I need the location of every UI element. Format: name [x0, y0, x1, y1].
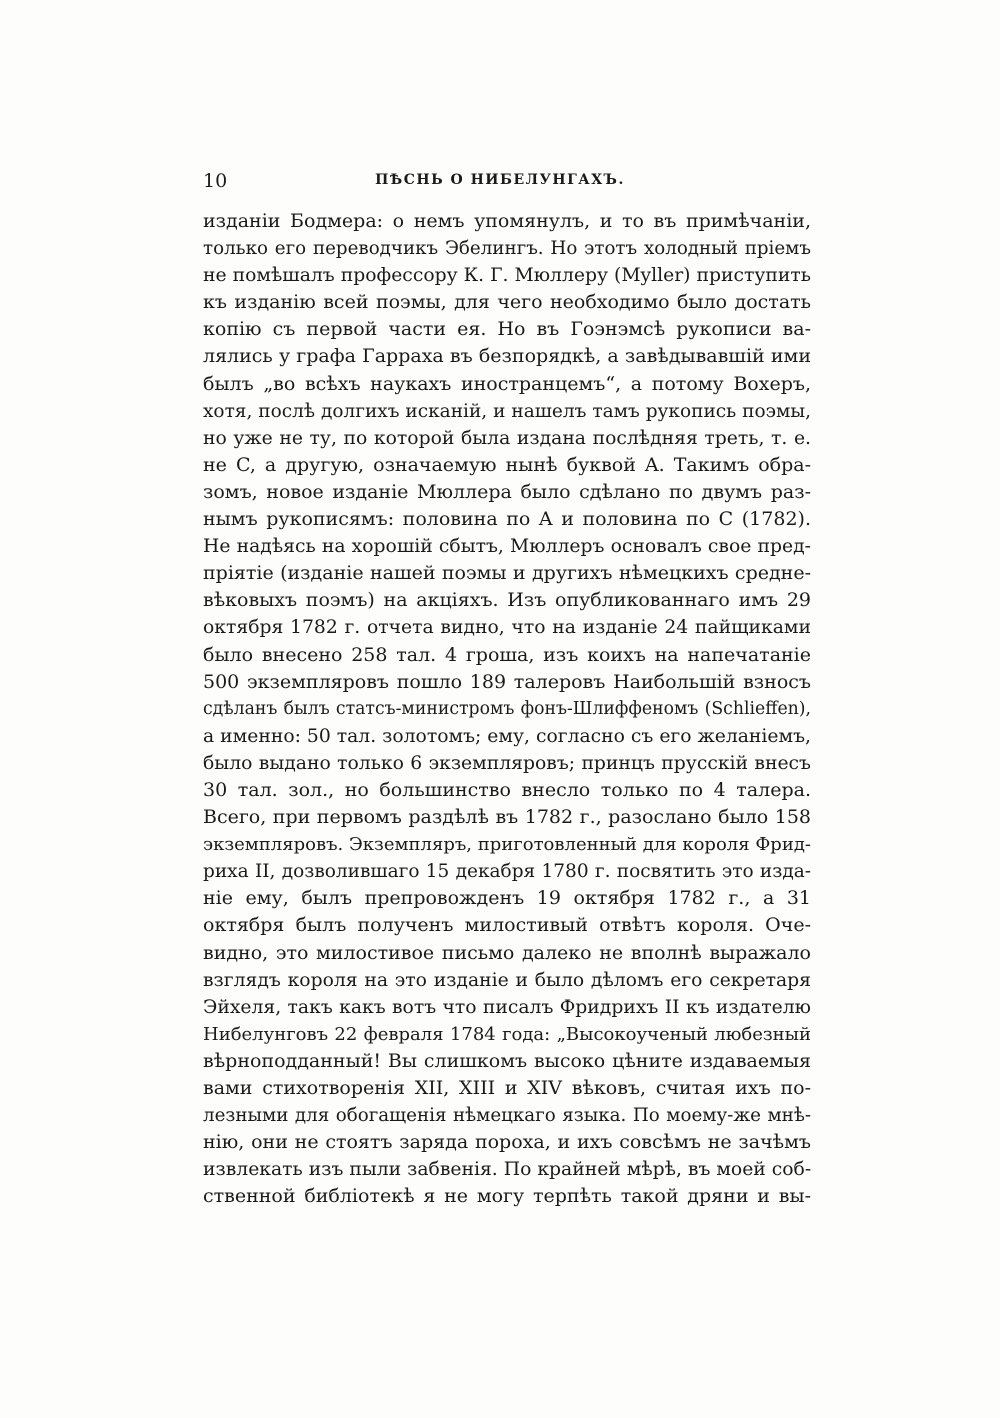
- text-line: лезными для обогащенія нѣмецкаго языка. По моему-же мнѣ-: [203, 1105, 811, 1127]
- text-line: но уже не ту, по которой была издана послѣдняя треть, т. е.: [203, 427, 811, 449]
- text-line: октября былъ полученъ милостивый отвѣтъ короля. Оче-: [203, 914, 811, 937]
- text-line: экземпляровъ. Экземпляръ, приготовленный для короля Фрид-: [203, 834, 811, 856]
- text-line: лялись у графа Гарраха въ безпорядкѣ, а завѣдывавшій ими: [203, 345, 811, 368]
- text-line: вѣковыхъ поэмъ) на акціяхъ. Изъ опубликованнаго имъ 29: [203, 589, 811, 612]
- text-line: вѣрноподданный! Вы слишкомъ высоко цѣните издаваемыя: [203, 1049, 811, 1072]
- text-line: сдѣланъ былъ статсъ-министромъ фонъ-Шлиффеномъ (Schlieffen),: [203, 698, 811, 719]
- body-text: [203, 208, 811, 1210]
- text-line: Эйхеля, такъ какъ вотъ что писалъ Фридрихъ II къ издателю: [203, 996, 811, 1018]
- text-line: риха II, дозволившаго 15 декабря 1780 г. посвятить это изда-: [203, 861, 811, 883]
- text-line: былъ „во всѣхъ наукахъ иностранцемъ“, а потому Вохеръ,: [203, 372, 811, 395]
- text-line: а именно: 50 тал. золотомъ; ему, согласно съ его желаніемъ,: [203, 725, 811, 747]
- running-head: ПѢСНЬ О НИБЕЛУНГАХЪ.: [375, 172, 625, 188]
- text-line: Всего, при первомъ раздѣлѣ въ 1782 г., разослано было 158: [203, 806, 811, 829]
- text-line: не помѣшалъ профессору К. Г. Мюллеру (Myller) приступить: [203, 265, 811, 287]
- text-line: не C, а другую, означаемую нынѣ буквой A. Такимъ обра-: [203, 453, 811, 476]
- text-line: нію, они не стоятъ заряда пороха, и ихъ совсѣмъ не зачѣмъ: [203, 1131, 811, 1154]
- text-line: изданіи Бодмера: о немъ упомянулъ, и то въ примѣчаніи,: [203, 210, 811, 232]
- text-line: 500 экземпляровъ пошло 189 талеровъ Наибольшій взносъ: [203, 670, 811, 693]
- text-line: видно, это милостивое письмо далеко не вполнѣ выражало: [203, 941, 811, 964]
- text-line: копію съ первой части ея. Но въ Гоэнэмсѣ рукописи ва-: [203, 318, 811, 341]
- text-line: только его переводчикъ Эбелингъ. Но этотъ холодный пріемъ: [203, 238, 811, 260]
- text-line: 30 тал. зол., но большинство внесло только по 4 талера.: [203, 778, 811, 801]
- text-line: пріятіе (изданіе нашей поэмы и другихъ нѣмецкихъ средне-: [203, 562, 811, 585]
- page-number: 10: [203, 170, 228, 192]
- text-line: Не надѣясь на хорошій сбытъ, Мюллеръ основалъ свое пред-: [203, 536, 811, 558]
- text-line: октября 1782 г. отчета видно, что на изданіе 24 пайщиками: [203, 617, 811, 639]
- text-line: извлекать изъ пыли забвенія. По крайней мѣрѣ, въ моей соб-: [203, 1159, 812, 1181]
- text-line: ніе ему, былъ препровожденъ 19 октября 1782 г., а 31: [203, 887, 811, 910]
- text-line: вами стихотворенія XII, XIII и XIV вѣковъ, считая ихъ по-: [203, 1077, 811, 1099]
- text-line: нымъ рукописямъ: половина по A и половина по C (1782).: [203, 508, 811, 531]
- text-line: зомъ, новое изданіе Мюллера было сдѣлано по двумъ раз-: [203, 480, 811, 503]
- text-line: хотя, послѣ долгихъ исканій, и нашелъ тамъ рукопись поэмы,: [203, 400, 811, 422]
- text-line: къ изданію всей поэмы, для чего необходимо было достать: [203, 291, 811, 314]
- text-line: ственной библіотекѣ я не могу терпѣть такой дряни и вы-: [203, 1185, 811, 1208]
- text-line: Нибелунговъ 22 февраля 1784 года: „Высокоученый любезный: [203, 1023, 811, 1045]
- text-line: было внесено 258 тал. 4 гроша, изъ коихъ на напечатаніе: [203, 643, 811, 666]
- text-line: взглядъ короля на это изданіе и было дѣломъ его секретаря: [203, 969, 811, 991]
- text-line: было выдано только 6 экземпляровъ; принцъ прусскій внесъ: [203, 752, 811, 774]
